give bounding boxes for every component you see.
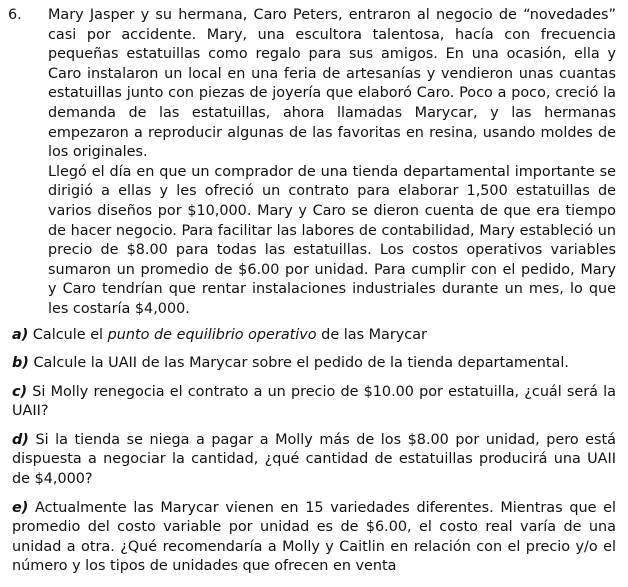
problem-body [48, 6, 616, 320]
question-c [12, 383, 616, 422]
paragraph-contract: Llegó el día en que un comprador de una tienda departamental importante se dirigió a ellas y les ofreció un contrato para elaborar 1,500 estatuillas de varios diseños por $10,000. Mary y Caro se dieron cuenta de que era tiempo de hacer negocio. Para facilitar las labores de contabilidad, Mary estableció un precio de $8.00 para todas las estatuillas. Los costos operativos variables sumaron un promedio de $6.00 por unidad. Para cumplir con el pedido, Mary y Caro tendrían que rentar instalaciones industriales durante un mes, lo que les costaría $4,000. [48, 163, 616, 317]
question-e-label: e) [12, 499, 29, 516]
question-a [12, 326, 616, 346]
question-a-label: a) [12, 326, 29, 343]
question-e [12, 499, 616, 577]
question-e-text: Actualmente las Marycar vienen en 15 variedades diferentes. Mientras que el promedio del costo variable por unidad es de $6.00, el costo real varía de una unidad a otra. ¿Qué recomendaría a Molly y Caitlin en relación con el precio y/o el número y los tipos de unidades que ofrecen en venta [12, 499, 616, 575]
question-a-text-post: de las Marycar [316, 326, 427, 343]
question-b [12, 354, 616, 374]
problem-statement [4, 6, 616, 320]
question-c-text: Si Molly renegocia el contrato a un precio de $10.00 por estatuilla, ¿cuál será la UAII? [12, 383, 616, 420]
problem-number: 6. [8, 7, 22, 23]
question-a-text-pre: Calcule el [28, 326, 108, 343]
question-b-text: Calcule la UAII de las Marycar sobre el pedido de la tienda departamental. [28, 355, 569, 372]
question-d-label: d) [12, 431, 29, 448]
question-d [12, 431, 616, 490]
question-c-label: c) [12, 383, 28, 400]
problem-6 [4, 6, 616, 586]
paragraph-background: Mary Jasper y su hermana, Caro Peters, entraron al negocio de “novedades” casi por accidente. Mary, una escultora talentosa, hacía con frecuencia pequeñas estatuillas como regalo para sus amigos. En una ocasión, ella y Caro instalaron un local en una feria de artesanías y vendieron unas cuantas estatuillas junto con piezas de joyería que elaboró Caro. Poco a poco, creció la demanda de las estatuillas, ahora llamadas Marycar, y las hermanas empezaron a reproducir algunas de las favoritas en resina, usando moldes de los originales. [48, 7, 616, 161]
question-d-text: Si la tienda se niega a pagar a Molly más de los $8.00 por unidad, pero está dispuesta a negociar la cantidad, ¿qué cantidad de estatuillas producirá una UAII de $4,000? [12, 431, 616, 488]
question-b-label: b) [12, 355, 29, 372]
question-a-emphasis: punto de equilibrio operativo [107, 326, 317, 343]
question-list [4, 326, 616, 578]
